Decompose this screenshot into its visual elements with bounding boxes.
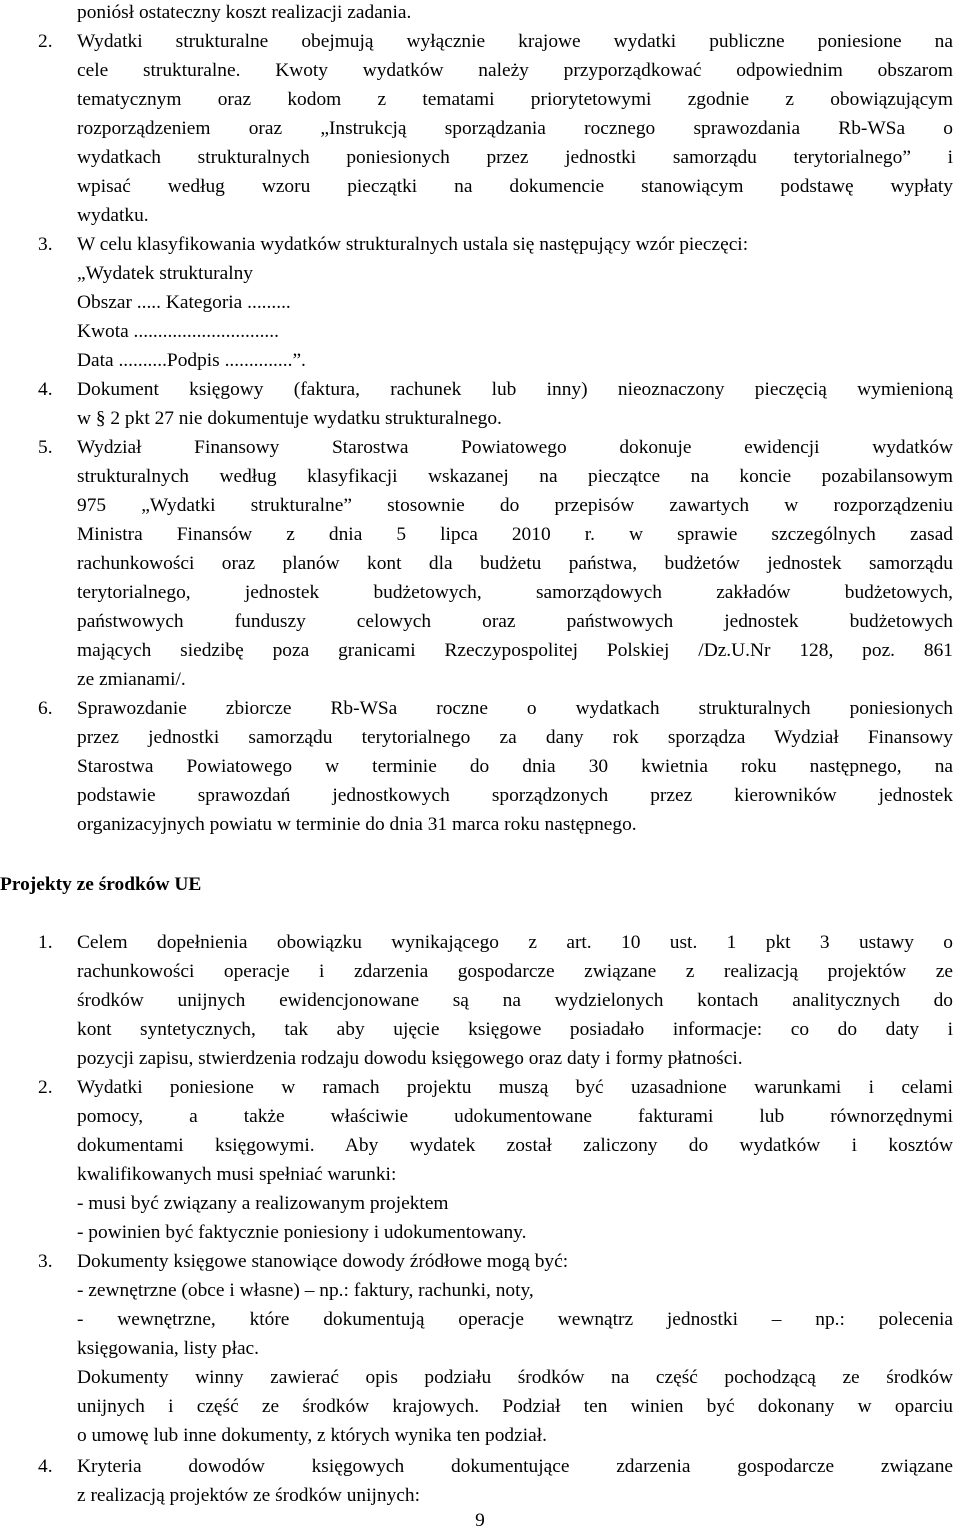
paragraph-line: wydatkach strukturalnych poniesionych przez jednostki samorządu terytorialnego” i <box>77 147 953 168</box>
list-number: 6. <box>38 698 53 719</box>
paragraph-line: mających siedzibę poza granicami Rzeczypospolitej Polskiej /Dz.U.Nr 128, poz. 861 <box>77 640 953 661</box>
paragraph-line: kont syntetycznych, tak aby ujęcie księgowe posiadało informacje: co do daty i <box>77 1019 953 1040</box>
list-number: 3. <box>38 1251 53 1272</box>
paragraph-line: podstawie sprawozdań jednostkowych sporządzonych przez kierowników jednostek <box>77 785 953 806</box>
paragraph-line: W celu klasyfikowania wydatków strukturalnych ustala się następujący wzór pieczęci: <box>77 234 749 255</box>
paragraph-line: strukturalnych według klasyfikacji wskazanej na pieczątce na koncie pozabilansowym <box>77 466 953 487</box>
list-number: 2. <box>38 31 53 52</box>
paragraph-line: Kryteria dowodów księgowych dokumentujące zdarzenia gospodarcze związane <box>77 1456 953 1477</box>
paragraph-line: kwalifikowanych musi spełniać warunki: <box>77 1164 397 1185</box>
list-number: 4. <box>38 379 53 400</box>
paragraph-line: Starostwa Powiatowego w terminie do dnia 30 kwietnia roku następnego, na <box>77 756 953 777</box>
paragraph-line: organizacyjnych powiatu w terminie do dnia 31 marca roku następnego. <box>77 814 637 835</box>
stamp-template-line: Kwota .............................. <box>77 321 279 342</box>
paragraph-line: Dokumenty winny zawierać opis podziału środków na część pochodzącą ze środków <box>77 1367 953 1388</box>
paragraph-line: Sprawozdanie zbiorcze Rb-WSa roczne o wydatkach strukturalnych poniesionych <box>77 698 953 719</box>
paragraph-line: Dokument księgowy (faktura, rachunek lub inny) nieoznaczony pieczęcią wymienioną <box>77 379 953 400</box>
bullet-line: - zewnętrzne (obce i własne) – np.: faktury, rachunki, noty, <box>77 1280 534 1301</box>
list-number: 1. <box>38 932 53 953</box>
paragraph-line: unijnych i część ze środków krajowych. Podział ten winien być dokonany w oparciu <box>77 1396 953 1417</box>
bullet-line: - musi być związany a realizowanym projektem <box>77 1193 449 1214</box>
paragraph-line: pozycji zapisu, stwierdzenia rodzaju dowodu księgowego oraz daty i formy płatności. <box>77 1048 743 1069</box>
paragraph-line: rachunkowości oraz planów kont dla budżetu państwa, budżetów jednostek samorządu <box>77 553 953 574</box>
paragraph-line: pomocy, a także właściwie udokumentowane fakturami lub równorzędnymi <box>77 1106 953 1127</box>
paragraph-line: poniósł ostateczny koszt realizacji zadania. <box>77 2 412 23</box>
paragraph-line: Ministra Finansów z dnia 5 lipca 2010 r. w sprawie szczególnych zasad <box>77 524 953 545</box>
paragraph-line: 975 „Wydatki strukturalne” stosownie do przepisów zawartych w rozporządzeniu <box>77 495 953 516</box>
list-number: 3. <box>38 234 53 255</box>
stamp-template-line: Data ..........Podpis ..............”. <box>77 350 306 371</box>
paragraph-line: Wydatki strukturalne obejmują wyłącznie krajowe wydatki publiczne poniesione na <box>77 31 953 52</box>
list-number: 4. <box>38 1456 53 1477</box>
page-number: 9 <box>475 1510 485 1531</box>
paragraph-line: środków unijnych ewidencjonowane są na wydzielonych kontach analitycznych do <box>77 990 953 1011</box>
paragraph-line: wydatku. <box>77 205 149 226</box>
stamp-template-line: Obszar ..... Kategoria ......... <box>77 292 291 313</box>
paragraph-line: rozporządzeniem oraz „Instrukcją sporządzania rocznego sprawozdania Rb-WSa o <box>77 118 953 139</box>
paragraph-line: wpisać według wzoru pieczątki na dokumencie stanowiącym podstawę wypłaty <box>77 176 953 197</box>
paragraph-line: rachunkowości operacje i zdarzenia gospodarcze związane z realizacją projektów ze <box>77 961 953 982</box>
paragraph-line: Celem dopełnienia obowiązku wynikającego z art. 10 ust. 1 pkt 3 ustawy o <box>77 932 953 953</box>
bullet-line: - powinien być faktycznie poniesiony i udokumentowany. <box>77 1222 527 1243</box>
paragraph-line: państwowych funduszy celowych oraz państwowych jednostek budżetowych <box>77 611 953 632</box>
paragraph-line: o umowę lub inne dokumenty, z których wynika ten podział. <box>77 1425 547 1446</box>
bullet-line: - wewnętrzne, które dokumentują operacje wewnątrz jednostki – np.: polecenia <box>77 1309 953 1330</box>
paragraph-line: ze zmianami/. <box>77 669 186 690</box>
paragraph-line: Wydział Finansowy Starostwa Powiatowego dokonuje ewidencji wydatków <box>77 437 953 458</box>
paragraph-line: Wydatki poniesione w ramach projektu muszą być uzasadnione warunkami i celami <box>77 1077 953 1098</box>
list-number: 2. <box>38 1077 53 1098</box>
paragraph-line: terytorialnego, jednostek budżetowych, samorządowych zakładów budżetowych, <box>77 582 953 603</box>
paragraph-line: cele strukturalne. Kwoty wydatków należy przyporządkować odpowiednim obszarom <box>77 60 953 81</box>
paragraph-line: w § 2 pkt 27 nie dokumentuje wydatku strukturalnego. <box>77 408 502 429</box>
paragraph-line: przez jednostki samorządu terytorialnego za dany rok sporządza Wydział Finansowy <box>77 727 953 748</box>
section-heading: Projekty ze środków UE <box>0 874 202 895</box>
paragraph-line: księgowania, listy płac. <box>77 1338 260 1359</box>
paragraph-line: Dokumenty księgowe stanowiące dowody źródłowe mogą być: <box>77 1251 569 1272</box>
paragraph-line: dokumentami księgowymi. Aby wydatek został zaliczony do wydatków i kosztów <box>77 1135 953 1156</box>
paragraph-line: z realizacją projektów ze środków unijnych: <box>77 1485 420 1506</box>
stamp-template-line: „Wydatek strukturalny <box>77 263 253 284</box>
paragraph-line: tematycznym oraz kodom z tematami priorytetowymi zgodnie z obowiązującym <box>77 89 953 110</box>
list-number: 5. <box>38 437 53 458</box>
